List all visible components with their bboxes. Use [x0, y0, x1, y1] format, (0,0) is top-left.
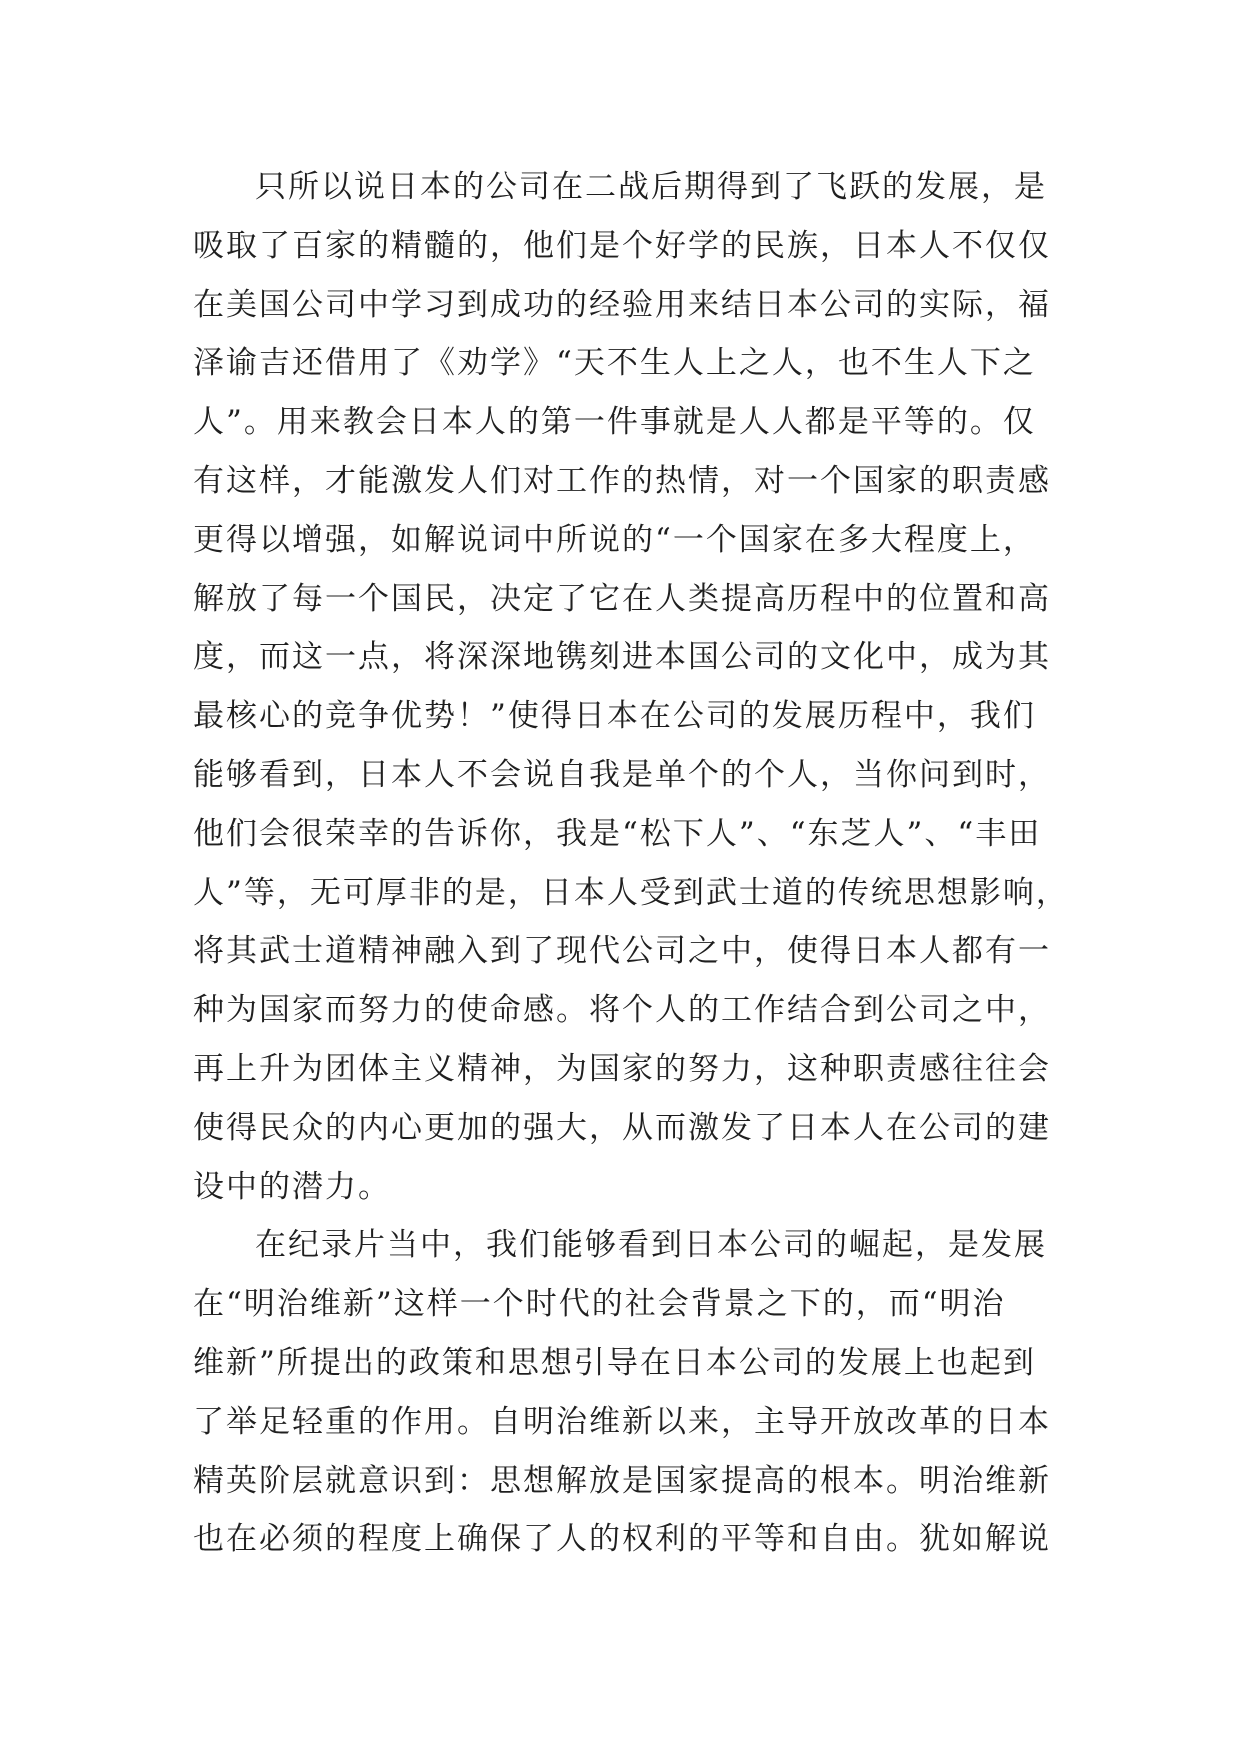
paragraph-2-line-3: 维新”所提出的政策和思想引导在日本公司的发展上也起到 — [193, 1344, 1036, 1381]
body-text — [193, 158, 1069, 1569]
paragraph-1-line-8: 解放了每一个国民，决定了它在人类提高历程中的位置和高 — [193, 580, 1051, 617]
paragraph-1-line-13: 人”等，无可厚非的是，日本人受到武士道的传统思想影响， — [193, 874, 1069, 911]
paragraph-1-line-16: 再上升为团体主义精神，为国家的努力，这种职责感往往会 — [193, 1050, 1051, 1087]
paragraph-1-line-1: 只所以说日本的公司在二战后期得到了飞跃的发展，是 — [255, 169, 1047, 205]
paragraph-1-line-15: 种为国家而努力的使命感。将个人的工作结合到公司之中， — [193, 992, 1051, 1029]
paragraph-1-line-10: 最核心的竞争优势！”使得日本在公司的发展历程中，我们 — [193, 698, 1036, 735]
paragraph-2-line-1: 在纪录片当中，我们能够看到日本公司的崛起，是发展 — [255, 1227, 1047, 1264]
paragraph-1-line-3: 在美国公司中学习到成功的经验用来结日本公司的实际，福 — [193, 286, 1051, 323]
paragraph-1-line-2: 吸取了百家的精髓的，他们是个好学的民族，日本人不仅仅 — [193, 227, 1051, 264]
paragraph-2-line-6: 也在必须的程度上确保了人的权利的平等和自由。犹如解说 — [193, 1521, 1051, 1558]
paragraph-2-line-4: 了举足轻重的作用。自明治维新以来，主导开放改革的日本 — [193, 1403, 1051, 1440]
paragraph-1-line-6: 有这样，才能激发人们对工作的热情，对一个国家的职责感 — [193, 462, 1051, 499]
paragraph-2-line-5: 精英阶层就意识到：思想解放是国家提高的根本。明治维新 — [193, 1462, 1051, 1499]
paragraph-1-line-9: 度，而这一点，将深深地镌刻进本国公司的文化中，成为其 — [193, 639, 1051, 676]
paragraph-1-line-4: 泽谕吉还借用了《劝学》“天不生人上之人，也不生人下之 — [193, 345, 1036, 382]
paragraph-1-line-5: 人”。用来教会日本人的第一件事就是人人都是平等的。仅 — [193, 404, 1036, 441]
paragraph-1-line-7: 更得以增强，如解说词中所说的“一个国家在多大程度上， — [193, 521, 1036, 558]
paragraph-1-line-18: 设中的潜力。 — [193, 1168, 391, 1205]
paragraph-1-line-14: 将其武士道精神融入到了现代公司之中，使得日本人都有一 — [193, 933, 1051, 970]
paragraph-2-line-2: 在“明治维新”这样一个时代的社会背景之下的，而“明治 — [193, 1286, 1006, 1323]
paragraph-1-line-11: 能够看到，日本人不会说自我是单个的个人，当你问到时， — [193, 756, 1051, 793]
paragraph-1-line-12: 他们会很荣幸的告诉你，我是“松下人”、“东芝人”、“丰田 — [193, 815, 1042, 852]
paragraph-1-line-17: 使得民众的内心更加的强大，从而激发了日本人在公司的建 — [193, 1109, 1051, 1146]
